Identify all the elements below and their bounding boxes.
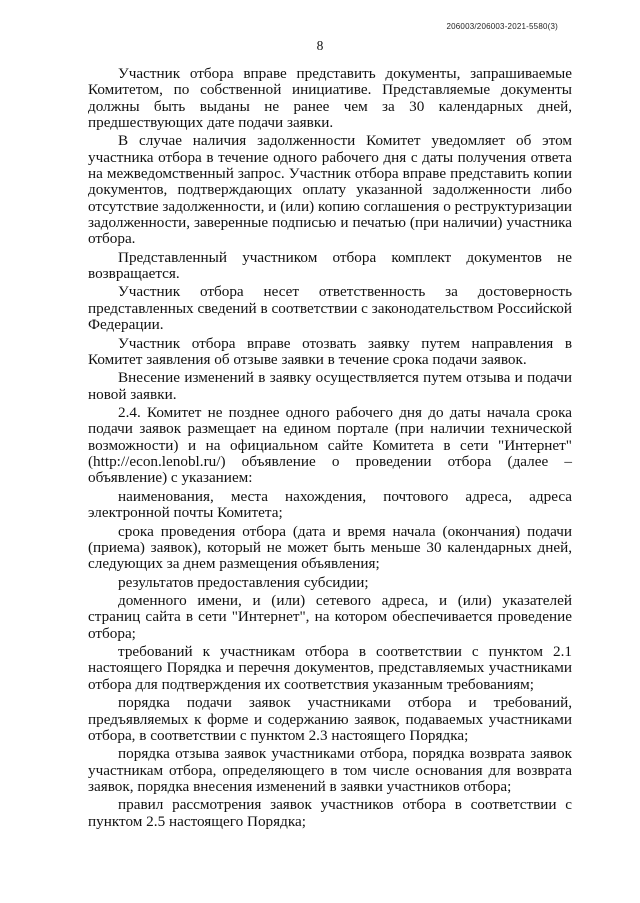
page-number: 8 — [316, 38, 324, 53]
list-item-results: результатов предоставления субсидии; — [118, 573, 369, 591]
paragraph-documents-initiative: Участник отбора вправе представить документы, запрашиваемые Комитетом, по собственной инициативе. Представляемые документы должны быть выданы не ранее чем за 30 календарных дней, предшествующих дате подачи заявки. — [88, 65, 572, 131]
paragraph-debt-notification: В случае наличия задолженности Комитет уведомляет об этом участника отбора в течение одного рабочего дня с даты получения ответа на межведомственный запрос. Участник отбора вправе представить копии документов, подтверждающих оплату указанной задолженности либо отсутствие задолженности, и (или) копию соглашения о реструктуризации задолженности, заверенные подписью и печатью (при наличии) участника отбора. — [88, 132, 572, 248]
list-item-requirements: требований к участникам отбора в соответствии с пунктом 2.1 настоящего Порядка и перечня документов, представляемых участниками отбора для подтверждения их соответствия указанным требованиям; — [88, 643, 572, 693]
document-id: 206003/206003-2021-5580(3) — [446, 22, 558, 31]
paragraph-no-return: Представленный участником отбора комплект документов не возвращается. — [88, 248, 572, 282]
paragraph-responsibility: Участник отбора несет ответственность за достоверность представленных сведений в соответствии с законодательством Российской Федерации. — [88, 283, 572, 334]
paragraph-changes: Внесение изменений в заявку осуществляется путем отзыва и подачи новой заявки. — [88, 369, 572, 403]
list-item-domain: доменного имени, и (или) сетевого адреса, и (или) указателей страниц сайта в сети "Интернет", на котором обеспечивается проведение отбора; — [88, 592, 572, 642]
list-item-name-address: наименования, места нахождения, почтового адреса, адреса электронной почты Комитета; — [88, 487, 572, 522]
paragraph-2-4-announcement: 2.4. Комитет не позднее одного рабочего дня до даты начала срока подачи заявок размещает на едином портале (при наличии технической возможности) и на официальном сайте Комитета в сети "Интернет" (http://econ.lenobl.ru/) объявление о проведении отбора (далее – объявление) с указанием: — [88, 404, 572, 487]
list-item-withdraw-order: порядка отзыва заявок участниками отбора, порядка возврата заявок участникам отбора, определяющего в том числе основания для возврата заявок, порядка внесения изменений в заявки участников отбора; — [88, 745, 572, 795]
list-item-term: срока проведения отбора (дата и время начала (окончания) подачи (приема) заявок), который не может быть меньше 30 календарных дней, следующих за днем размещения объявления; — [88, 522, 572, 573]
paragraph-withdraw: Участник отбора вправе отозвать заявку путем направления в Комитет заявления об отзыве заявки в течение срока подачи заявок. — [88, 334, 572, 368]
list-item-review-rules: правил рассмотрения заявок участников отбора в соответствии с пунктом 2.5 настоящего Порядка; — [88, 796, 572, 830]
document-body — [88, 66, 572, 832]
list-item-submission-order: порядка подачи заявок участниками отбора и требований, предъявляемых к форме и содержанию заявок, подаваемых участниками отбора, в соответствии с пунктом 2.3 настоящего Порядка; — [88, 694, 572, 744]
